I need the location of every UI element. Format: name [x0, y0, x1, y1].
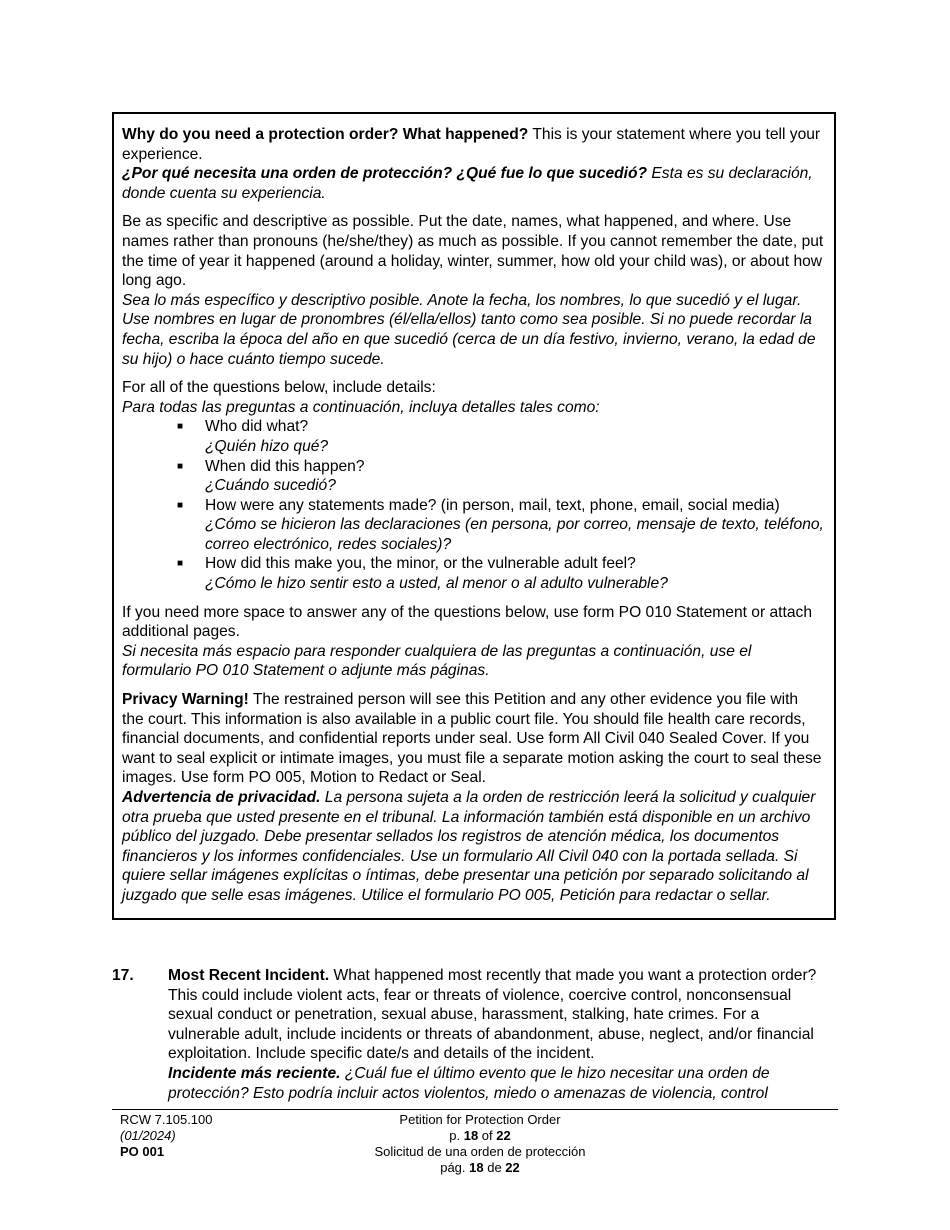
question-es: ¿Quién hizo qué?: [205, 437, 329, 455]
question-en: Who did what?: [205, 418, 309, 436]
list-item: [177, 417, 824, 456]
question-es: ¿Cómo le hizo sentir esto a usted, al menor o al adulto vulnerable?: [205, 575, 668, 593]
privacy-warning-title-en: Privacy Warning!: [122, 691, 249, 709]
section-number: 17.: [112, 967, 134, 984]
details-paragraph: [122, 378, 824, 417]
page-prefix: pág.: [440, 1160, 470, 1175]
list-item: [177, 554, 824, 593]
question-en: How did this make you, the minor, or the vulnerable adult feel?: [205, 555, 636, 573]
footer-title-en: Petition for Protection Order: [399, 1112, 561, 1127]
privacy-warning-title-es: Advertencia de privacidad.: [122, 789, 321, 806]
details-text-en: For all of the questions below, include details:: [122, 379, 436, 397]
footer-page-en: [280, 1128, 680, 1144]
section-text-es: ¿Cuál fue el último evento que le hizo necesitar una orden de protección? Esto podría incluir actos violentos, miedo o amenazas de violencia, control: [168, 1064, 770, 1102]
square-bullet-icon: ■: [177, 499, 184, 511]
footer-title-es: Solicitud de una orden de protección: [374, 1144, 586, 1159]
section-17-most-recent-incident: [112, 966, 832, 1103]
privacy-warning-paragraph: [122, 690, 824, 906]
list-item: [177, 496, 824, 555]
statement-instructions-box: [112, 112, 836, 920]
square-bullet-icon: ■: [177, 460, 184, 472]
more-space-paragraph: [122, 603, 824, 681]
more-space-text-en: If you need more space to answer any of the questions below, use form PO 010 Statement or attach additional pages.: [122, 603, 812, 641]
details-text-es: Para todas las preguntas a continuación, incluya detalles tales como:: [122, 398, 600, 416]
footer-date: (01/2024): [120, 1128, 176, 1143]
footer-form-info: [120, 1112, 213, 1160]
list-item: [177, 457, 824, 496]
page-current: 18: [469, 1160, 484, 1175]
page-of: of: [478, 1128, 497, 1143]
question-en: When did this happen?: [205, 457, 365, 475]
section-17-text: [168, 966, 832, 1103]
section-title-es: Incidente más reciente.: [168, 1064, 341, 1082]
intro-question-es: ¿Por qué necesita una orden de protección? ¿Qué fue lo que sucedió?: [122, 165, 648, 183]
section-text-en: What happened most recently that made you want a protection order? This could include violent acts, fear or threats of violence, coercive control, nonconsensual sexual conduct or penetration, sexual abuse, harassment, stalking, hate crimes. For a vulnerable adult, include incidents or threats of abandonment, abuse, neglect, and/or financial exploitation. Include specific date/s and details of the incident.: [168, 967, 817, 1063]
question-es: ¿Cuándo sucedió?: [205, 477, 336, 495]
page-footer: [112, 1109, 838, 1190]
intro-question-en: Why do you need a protection order? What happened?: [122, 126, 529, 143]
specific-text-en: Be as specific and descriptive as possible. Put the date, names, what happened, and where. Use names rather than pronouns (he/she/they) as much as possible. If you cannot remember the date, put the time of year it happened (around a holiday, winter, summer, how old your child was), or about how long ago.: [122, 213, 824, 290]
footer-rcw: RCW 7.105.100: [120, 1112, 213, 1127]
more-space-text-es: Si necesita más espacio para responder cualquiera de las preguntas a continuación, use el formulario PO 010 Statement o adjunte más páginas.: [122, 642, 752, 680]
section-title-en: Most Recent Incident.: [168, 967, 330, 984]
intro-paragraph: [122, 125, 824, 203]
question-list: [122, 417, 824, 593]
footer-form-number: PO 001: [120, 1144, 165, 1159]
square-bullet-icon: ■: [177, 421, 184, 433]
page-of: de: [483, 1160, 506, 1175]
question-en: How were any statements made? (in person, mail, text, phone, email, social media): [205, 496, 780, 514]
specific-paragraph: [122, 212, 824, 369]
page-prefix: p.: [449, 1128, 464, 1143]
privacy-warning-text-en: The restrained person will see this Petition and any other evidence you file with the court. This information is also available in a public court file. You should file health care records, financial documents, and confidential reports under seal. Use form All Civil 040 Sealed Cover. If you want to seal explicit or intimate images, you must file a separate motion asking the court to seal these images. Use form PO 005, Motion to Redact or Seal.: [122, 691, 822, 787]
square-bullet-icon: ■: [177, 558, 184, 570]
page-total: 22: [505, 1160, 520, 1175]
footer-title-block: [280, 1112, 680, 1176]
intro-text-es: Esta es su declaración, donde cuenta su experiencia.: [122, 165, 813, 202]
page-total: 22: [496, 1128, 511, 1143]
intro-text-en: This is your statement where you tell your experience.: [122, 126, 821, 163]
question-es: ¿Cómo se hicieron las declaraciones (en persona, por correo, mensaje de texto, teléfono, correo electrónico, redes sociales)?: [205, 516, 824, 553]
privacy-warning-text-es: La persona sujeta a la orden de restricción leerá la solicitud y cualquier otra prueba que usted presente en el tribunal. La información también está disponible en un archivo público del juzgado. Debe presentar sellados los registros de atención médica, los documentos financieros y los informes confidenciales. Use un formulario All Civil 040 con la portada sellada. Si quiere sellar imágenes explícitas o íntimas, debe presentar una petición por separado solicitando al juzgado que selle esas imágenes. Utilice el formulario PO 005, Petición para redactar o sellar.: [122, 789, 816, 904]
specific-text-es: Sea lo más específico y descriptivo posible. Anote la fecha, los nombres, lo que sucedió y el lugar. Use nombres en lugar de pronombres (él/ella/ellos) tanto como sea posible. Si no puede recordar la fecha, escriba la época del año en que sucedió (cerca de un día festivo, invierno, verano, la edad de su hijo) o hace cuánto tiempo sucede.: [122, 291, 816, 368]
footer-page-es: [280, 1160, 680, 1176]
page-current: 18: [463, 1128, 479, 1143]
